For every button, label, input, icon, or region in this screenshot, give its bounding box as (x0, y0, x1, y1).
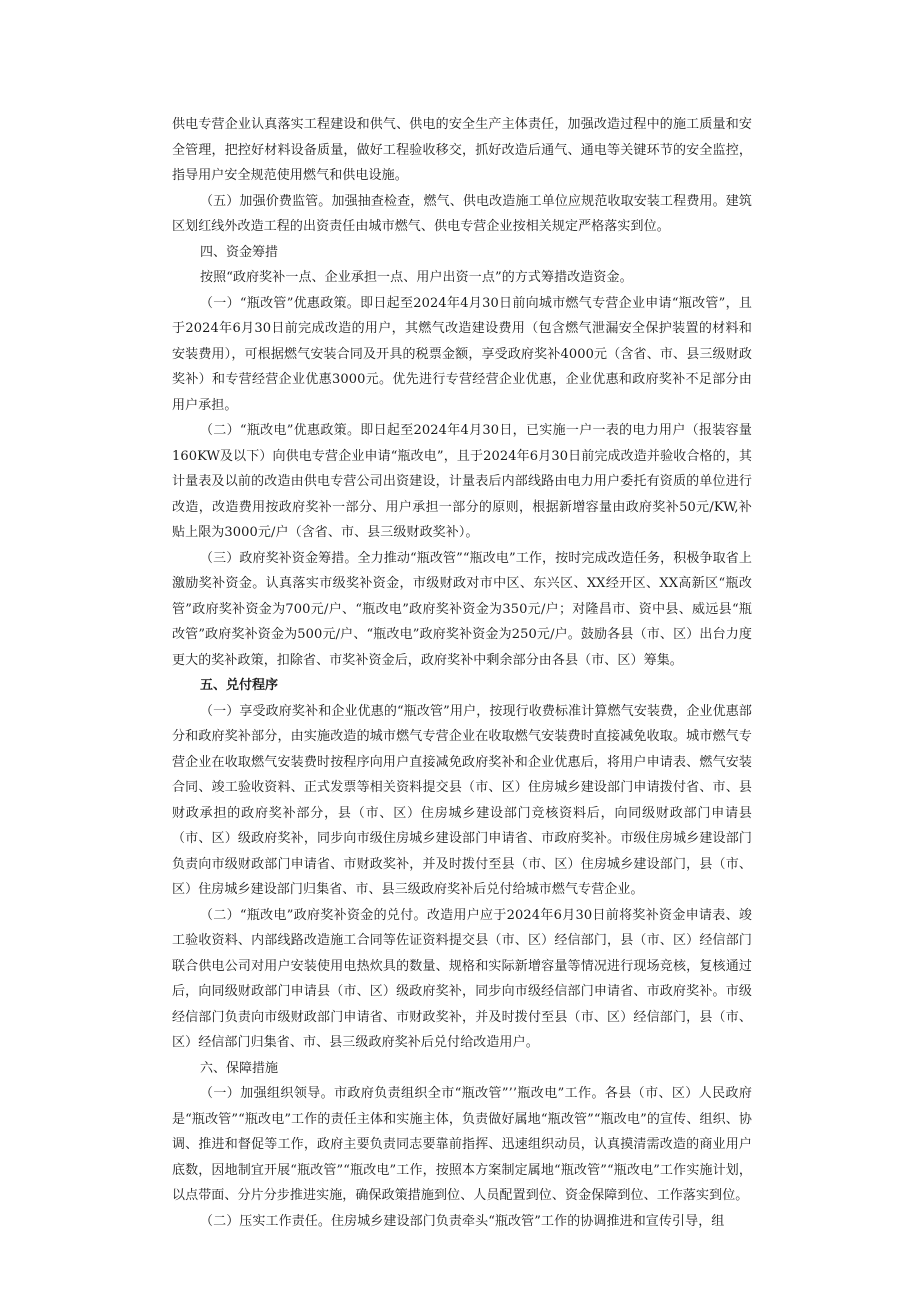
paragraph-subsidy-funding: （三）政府奖补资金筹措。全力推动“瓶改管”“瓶改电”工作，按时完成改造任务，积极争取省上激励奖补资金。认真落实市级奖补资金，市级财政对市中区、东兴区、XX经开区、XX高新区“瓶改管”政府奖补资金为700元/户、“瓶改电”政府奖补资金为350元/户；对隆昌市、资中县、威远县“瓶改管”政府奖补资金为500元/户、“瓶改电”政府奖补资金为250元/户。鼓励各县（市、区）出台力度更大的奖补政策，扣除省、市奖补资金后，政府奖补中剩余部分由各县（市、区）筹集。 (172, 550, 752, 668)
paragraph-price-supervision: （五）加强价费监管。加强抽查检查，燃气、供电改造施工单位应规范收取安装工程费用。建筑区划红线外改造工程的出资责任由城市燃气、供电专营企业按相关规定严格落实到位。 (172, 193, 752, 234)
paragraph-electric-policy: （二）“瓶改电”优惠政策。即日起至2024年4月30日，已实施一户一表的电力用户（报装容量160KW及以下）向供电专营企业申请“瓶改电”，且于2024年6月30日前完成改造并验收合格的，其计量表及以前的改造由供电专营公司出资建设，计量表后内部线路由电力用户委托有资质的单位进行改造，改造费用按政府奖补一部分、用户承担一部分的原则，根据新增容量由政府奖补50元/KW,补贴上限为3000元/户（含省、市、县三级财政奖补）。 (172, 423, 752, 540)
paragraph-gas-pipe-payment: （一）享受政府奖补和企业优惠的“瓶改管”用户，按现行收费标准计算燃气安装费，企业优惠部分和政府奖补部分，由实施改造的城市燃气专营企业在收取燃气安装费时直接减免收取。城市燃气专营企业在收取燃气安装费时按程序向用户直接减免政府奖补和企业优惠后，将用户申请表、燃气安装合同、竣工验收资料、正式发票等相关资料提交县（市、区）住房城乡建设部门申请拨付省、市、县财政承担的政府奖补部分，县（市、区）住房城乡建设部门竞核资料后，向同级财政部门申请县（市、区）级政府奖补，同步向市级住房城乡建设部门申请省、市政府奖补。市级住房城乡建设部门负责向市级财政部门申请省、市财政奖补，并及时拨付至县（市、区）住房城乡建设部门，县（市、区）住房城乡建设部门归集省、市、县三级政府奖补后兑付给城市燃气专营企业。 (172, 703, 752, 897)
paragraph-funding-approach: 按照“政府奖补一点、企业承担一点、用户出资一点”的方式筹措改造资金。 (200, 270, 633, 285)
paragraph-safety-responsibility: 供电专营企业认真落实工程建设和供气、供电的安全生产主体责任，加强改造过程中的施工质量和安全管理，把控好材料设备质量，做好工程验收移交，抓好改造后通气、通电等关键环节的安全监控，指导用户安全规范使用燃气和供电设施。 (172, 117, 752, 183)
section-heading-safeguards: 六、保障措施 (200, 1060, 279, 1076)
paragraph-electric-payment: （二）“瓶改电”政府奖补资金的兑付。改造用户应于2024年6月30日前将奖补资金申请表、竣工验收资料、内部线路改造施工合同等佐证资料提交县（市、区）经信部门，县（市、区）经信部门联合供电公司对用户安装使用电热炊具的数量、规格和实际新增容量等情况进行现场竞核，复核通过后，向同级财政部门申请县（市、区）级政府奖补，同步向市级经信部门申请省、市政府奖补。市级经信部门负责向市级财政部门申请省、市财政奖补，并及时拨付至县（市、区）经信部门，县（市、区）经信部门归集省、市、县三级政府奖补后兑付给改造用户。 (172, 907, 752, 1050)
section-heading-funding: 四、资金筹措 (200, 244, 279, 260)
paragraph-organization-leadership: （一）加强组织领导。市政府负责组织全市“瓶改管”’’瓶改电”工作。各县（市、区）人民政府是“瓶改管”“瓶改电”工作的责任主体和实施主体，负责做好属地“瓶改管”“瓶改电”的宣传、组织、协调、推进和督促等工作，政府主要负责同志要靠前指挥、迅速组织动员，认真摸清需改造的商业用户底数，因地制宜开展“瓶改管”“瓶改电”工作，按照本方案制定属地“瓶改管”“瓶改电”工作实施计划，以点带面、分片分步推进实施，确保政策措施到位、人员配置到位、资金保障到位、工作落实到位。 (172, 1086, 752, 1203)
paragraph-gas-pipe-policy: （一）“瓶改管”优惠政策。即日起至2024年4月30日前向城市燃气专营企业申请“瓶改管”，且于2024年6月30日前完成改造的用户，其燃气改造建设费用（包含燃气泄漏安全保护装置的材料和安装费用），可根据燃气安装合同及开具的税票金额，享受政府奖补4000元（含省、市、县三级财政奖补）和专营经营企业优惠3000元。优先进行专营经营企业优惠，企业优惠和政府奖补不足部分由用户承担。 (172, 295, 752, 413)
section-heading-payment-procedure: 五、兑付程序 (200, 678, 279, 693)
document-page (172, 112, 752, 1234)
paragraph-work-responsibility: （二）压实工作责任。住房城乡建设部门负责牵头“瓶改管”工作的协调推进和宣传引导，组 (200, 1213, 725, 1229)
